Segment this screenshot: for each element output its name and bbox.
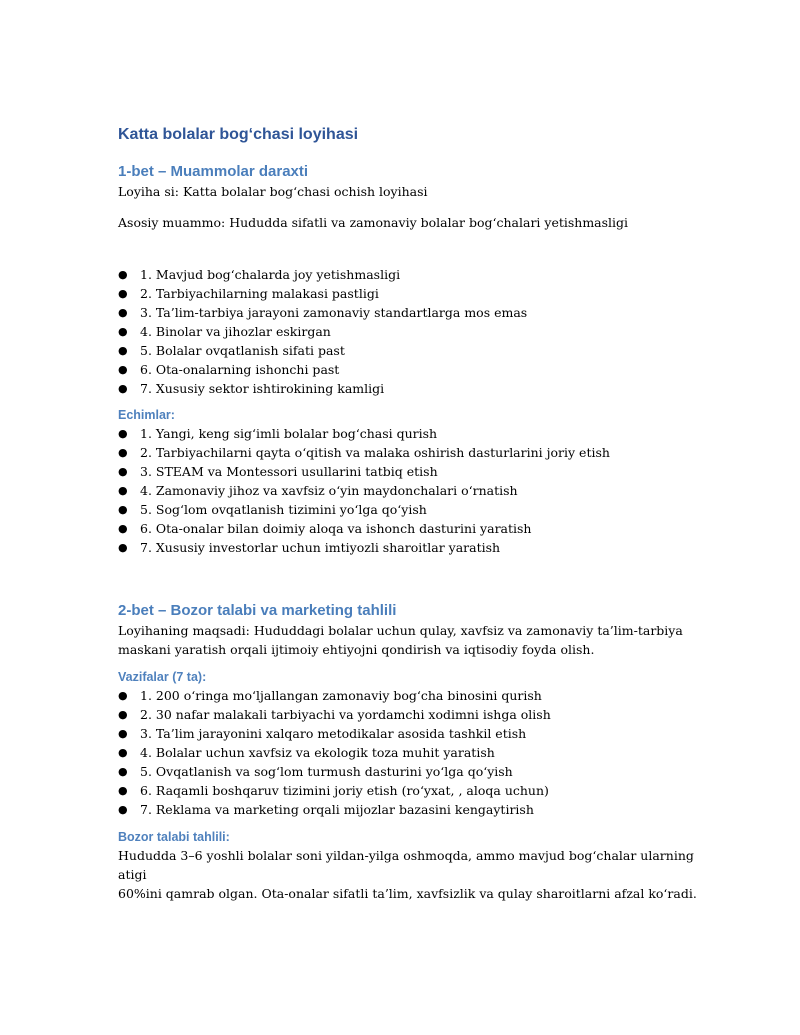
list-item-text: 2. Tarbiyachilarning malakasi pastligi <box>140 286 379 301</box>
list-item <box>118 519 718 538</box>
bullet-icon: ● <box>118 541 128 554</box>
section2-heading: 2-bet – Bozor talabi va marketing tahlili <box>118 602 397 619</box>
list-item-text: 6. Raqamli boshqaruv tizimini joriy etish (ro‘yxat, , aloqa uchun) <box>140 783 549 798</box>
bullet-icon: ● <box>118 708 128 721</box>
list-item <box>118 322 718 341</box>
bullet-icon: ● <box>118 382 128 395</box>
bullet-icon: ● <box>118 344 128 357</box>
list-item-text: 7. Xususiy investorlar uchun imtiyozli sharoitlar yaratish <box>140 540 501 555</box>
list-item-text: 2. 30 nafar malakali tarbiyachi va yordamchi xodimni ishga olish <box>140 707 551 722</box>
document-page <box>118 124 718 903</box>
list-item-text: 5. Ovqatlanish va sog‘lom turmush dasturini yo‘lga qo‘yish <box>140 764 513 779</box>
problems-list <box>118 265 718 398</box>
list-item-text: 4. Bolalar uchun xavfsiz va ekologik toza muhit yaratish <box>140 745 495 760</box>
bullet-icon: ● <box>118 784 128 797</box>
bullet-icon: ● <box>118 803 128 816</box>
goal-line-1: Loyihaning maqsadi: Hududdagi bolalar uchun qulay, xavfsiz va zamonaviy ta’lim-tarbiya <box>118 623 683 638</box>
list-item <box>118 500 718 519</box>
bullet-icon: ● <box>118 363 128 376</box>
bullet-icon: ● <box>118 287 128 300</box>
list-item <box>118 360 718 379</box>
list-item <box>118 686 718 705</box>
list-item-text: 5. Bolalar ovqatlanish sifati past <box>140 343 345 358</box>
list-item <box>118 303 718 322</box>
list-item <box>118 341 718 360</box>
main-problem: Asosiy muammo: Hududda sifatli va zamonaviy bolalar bog‘chalari yetishmasligi <box>118 215 629 230</box>
bullet-icon: ● <box>118 765 128 778</box>
market-line-1: Hududda 3–6 yoshli bolalar soni yildan-yilga oshmoqda, ammo mavjud bog‘chalar ularning atigi <box>118 848 694 882</box>
list-item <box>118 481 718 500</box>
list-item <box>118 284 718 303</box>
list-item-text: 3. STEAM va Montessori usullarini tatbiq etish <box>140 464 438 479</box>
section1-heading: 1-bet – Muammolar daraxti <box>118 163 309 180</box>
list-item <box>118 443 718 462</box>
solutions-list <box>118 424 718 557</box>
tasks-heading: Vazifalar (7 ta): <box>118 670 207 684</box>
market-heading: Bozor talabi tahlili: <box>118 830 230 844</box>
list-item-text: 1. Yangi, keng sig‘imli bolalar bog‘chasi qurish <box>140 426 438 441</box>
list-item <box>118 781 718 800</box>
list-item <box>118 538 718 557</box>
solutions-heading: Echimlar: <box>118 408 175 422</box>
list-item <box>118 265 718 284</box>
list-item <box>118 762 718 781</box>
list-item-text: 2. Tarbiyachilarni qayta o‘qitish va malaka oshirish dasturlarini joriy etish <box>140 445 610 460</box>
tasks-list <box>118 686 718 819</box>
bullet-icon: ● <box>118 746 128 759</box>
list-item-text: 6. Ota-onalarning ishonchi past <box>140 362 340 377</box>
bullet-icon: ● <box>118 325 128 338</box>
list-item <box>118 379 718 398</box>
list-item-text: 4. Binolar va jihozlar eskirgan <box>140 324 331 339</box>
list-item <box>118 705 718 724</box>
list-item-text: 5. Sog‘lom ovqatlanish tizimini yo‘lga qo‘yish <box>140 502 427 517</box>
list-item-text: 1. Mavjud bog‘chalarda joy yetishmasligi <box>140 267 401 282</box>
bullet-icon: ● <box>118 503 128 516</box>
list-item <box>118 462 718 481</box>
list-item <box>118 743 718 762</box>
list-item-text: 7. Reklama va marketing orqali mijozlar bazasini kengaytirish <box>140 802 534 817</box>
bullet-icon: ● <box>118 689 128 702</box>
document-title: Katta bolalar bog‘chasi loyihasi <box>118 126 359 143</box>
bullet-icon: ● <box>118 465 128 478</box>
market-line-2: 60%ini qamrab olgan. Ota-onalar sifatli ta’lim, xavfsizlik va qulay sharoitlarni afzal ko‘radi. <box>118 886 697 901</box>
list-item <box>118 424 718 443</box>
list-item-text: 7. Xususiy sektor ishtirokining kamligi <box>140 381 385 396</box>
list-item <box>118 724 718 743</box>
list-item-text: 6. Ota-onalar bilan doimiy aloqa va ishonch dasturini yaratish <box>140 521 532 536</box>
goal-line-2: maskani yaratish orqali ijtimoiy ehtiyojni qondirish va iqtisodiy foyda olish. <box>118 642 595 657</box>
bullet-icon: ● <box>118 522 128 535</box>
bullet-icon: ● <box>118 446 128 459</box>
list-item <box>118 800 718 819</box>
bullet-icon: ● <box>118 727 128 740</box>
bullet-icon: ● <box>118 484 128 497</box>
project-line: Loyiha si: Katta bolalar bog‘chasi ochish loyihasi <box>118 184 428 199</box>
bullet-icon: ● <box>118 268 128 281</box>
list-item-text: 1. 200 o‘ringa mo‘ljallangan zamonaviy bog‘cha binosini qurish <box>140 688 542 703</box>
list-item-text: 3. Ta’lim-tarbiya jarayoni zamonaviy standartlarga mos emas <box>140 305 528 320</box>
bullet-icon: ● <box>118 306 128 319</box>
bullet-icon: ● <box>118 427 128 440</box>
list-item-text: 4. Zamonaviy jihoz va xavfsiz o‘yin maydonchalari o‘rnatish <box>140 483 518 498</box>
list-item-text: 3. Ta’lim jarayonini xalqaro metodikalar asosida tashkil etish <box>140 726 527 741</box>
